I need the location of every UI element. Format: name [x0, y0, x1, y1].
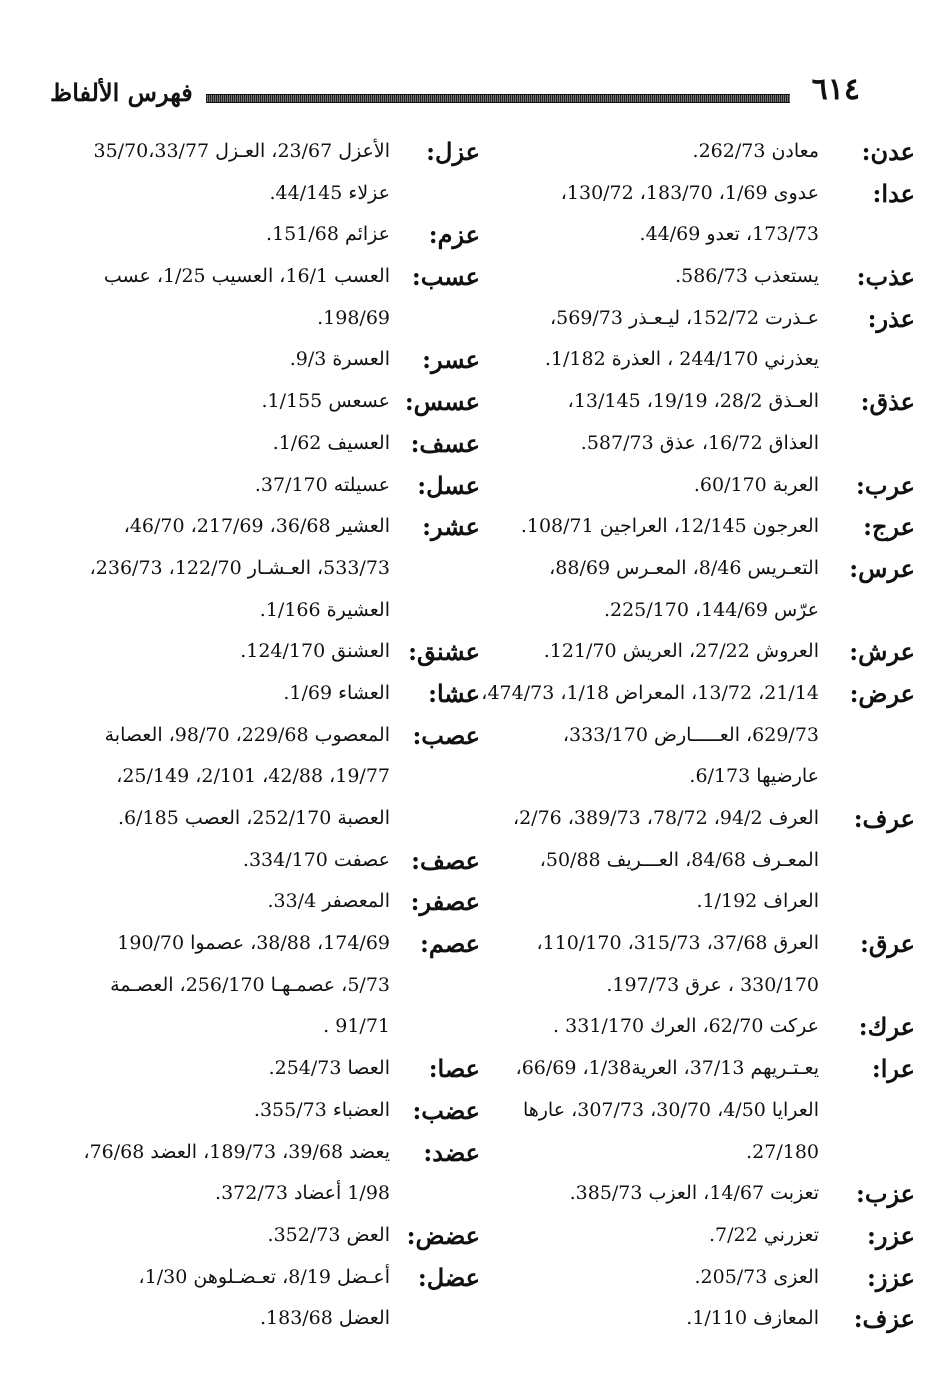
- root-word: عصب:: [412, 720, 480, 750]
- root-word: عسف:: [410, 428, 480, 458]
- entry-text: 1/98 أعضاد 372/73.: [215, 1182, 390, 1205]
- root-word: عضل:: [417, 1262, 480, 1292]
- entry-text: تعزبت 14/67، العزب 385/73.: [569, 1182, 819, 1205]
- entry-text: العشاء 1/69.: [283, 681, 390, 704]
- entry-text: المعصوب 229/68، 98/70، العصابة: [104, 723, 390, 746]
- index-line: [40, 506, 480, 548]
- entry-text: التعـريس 8/46، المعـرس 88/69،: [549, 556, 819, 579]
- root-word: عذر:: [867, 303, 915, 333]
- root-word: عزف:: [853, 1304, 915, 1334]
- left-column: [40, 131, 480, 1340]
- index-line: [40, 923, 480, 965]
- entry-text: تعزرني 7/22.: [709, 1223, 819, 1246]
- index-line: [40, 1006, 480, 1048]
- root-word: عصفر:: [410, 887, 480, 917]
- index-line: [475, 798, 915, 840]
- index-line: [40, 1132, 480, 1174]
- root-word: عشا:: [428, 678, 480, 708]
- index-line: [475, 965, 915, 1007]
- entry-text: عرّس 144/69، 225/170.: [603, 598, 819, 621]
- entry-text: العشنق 124/170.: [240, 640, 390, 663]
- root-word: عرب:: [855, 470, 915, 500]
- root-word: عشر:: [422, 512, 480, 542]
- index-line: [475, 1298, 915, 1340]
- index-line: [40, 1215, 480, 1257]
- root-word: عصا:: [428, 1054, 480, 1084]
- entry-text: العسب 16/1، العسيب 1/25، عسب: [103, 265, 390, 288]
- index-line: [40, 173, 480, 215]
- page-header: [40, 72, 912, 116]
- index-line: [40, 423, 480, 465]
- index-line: [475, 1215, 915, 1257]
- index-line: [40, 756, 480, 798]
- index-line: [475, 631, 915, 673]
- index-line: [40, 965, 480, 1007]
- entry-text: العرجون 12/145، العراجين 108/71.: [520, 515, 819, 538]
- entry-text: المعازف 1/110.: [686, 1307, 819, 1330]
- index-line: [40, 631, 480, 673]
- entry-text: العرق 37/68، 315/73، 110/170،: [536, 932, 819, 955]
- root-word: عصف:: [411, 845, 480, 875]
- root-word: عزم:: [428, 220, 480, 250]
- root-word: عضد:: [423, 1137, 480, 1167]
- root-word: عزل:: [426, 137, 480, 166]
- index-line: [40, 1090, 480, 1132]
- entry-text: العض 352/73.: [267, 1223, 390, 1246]
- entry-text: 330/170 ، عرق 197/73.: [606, 973, 819, 996]
- entry-text: العزى 205/73.: [694, 1265, 819, 1288]
- index-line: [40, 1298, 480, 1340]
- index-line: [475, 131, 915, 173]
- entry-text: العسرة 9/3.: [289, 348, 390, 371]
- index-line: [40, 840, 480, 882]
- index-line: [475, 339, 915, 381]
- index-line: [40, 298, 480, 340]
- index-line: [40, 548, 480, 590]
- entry-text: العرايا 4/50، 30/70، 307/73، عارها: [522, 1098, 819, 1121]
- index-line: [475, 1090, 915, 1132]
- root-word: عسر:: [422, 345, 480, 375]
- entry-text: عارضيها 6/173.: [689, 765, 819, 788]
- entry-text: العشيرة 1/166.: [259, 598, 390, 621]
- root-word: عسب:: [411, 262, 480, 292]
- entry-text: 629/73، العـــــارض 333/170،: [562, 723, 819, 746]
- root-word: عدن:: [861, 137, 915, 166]
- root-word: عرق:: [859, 929, 915, 959]
- index-line: [40, 673, 480, 715]
- entry-text: يعذرني 244/170 ، العذرة 1/182.: [544, 348, 819, 371]
- root-word: عسل:: [417, 470, 480, 500]
- entry-text: العضباء 355/73.: [253, 1098, 390, 1121]
- root-word: عذق:: [860, 387, 915, 417]
- index-line: [475, 756, 915, 798]
- page-number: ٦١٤: [811, 72, 860, 107]
- index-line: [40, 1173, 480, 1215]
- entry-text: عـذرت 152/72، ليـعـذر 569/73،: [550, 306, 819, 329]
- root-word: عذب:: [856, 262, 915, 292]
- index-line: [475, 423, 915, 465]
- root-word: عرض:: [849, 678, 915, 708]
- root-word: عزز:: [866, 1262, 915, 1292]
- root-word: عسس:: [404, 387, 480, 417]
- root-word: عرس:: [849, 553, 915, 583]
- entry-text: العشير 36/68، 217/69، 46/70،: [123, 515, 390, 538]
- index-line: [475, 840, 915, 882]
- index-line: [475, 923, 915, 965]
- entry-text: عزلاء 44/145.: [269, 181, 390, 204]
- index-line: [40, 339, 480, 381]
- entry-text: 21/14، 13/72، المعراض 1/18، 474/73،: [481, 681, 819, 704]
- entry-text: العصا 254/73.: [268, 1057, 390, 1080]
- entry-text: العـذق 28/2، 19/19، 13/145،: [567, 390, 819, 413]
- entry-text: 533/73، العـشـار 122/70، 236/73،: [89, 556, 390, 579]
- entry-text: العراف 1/192.: [696, 890, 819, 913]
- right-column: [475, 131, 915, 1340]
- index-line: [40, 381, 480, 423]
- index-line: [475, 381, 915, 423]
- root-word: عزب:: [855, 1179, 915, 1209]
- index-line: [475, 715, 915, 757]
- index-line: [475, 881, 915, 923]
- entry-text: أعـضل 8/19، تعـضـلوهن 1/30،: [138, 1265, 390, 1288]
- root-word: عضض:: [406, 1220, 480, 1250]
- entry-text: عدوى 1/69، 183/70، 130/72،: [560, 181, 819, 204]
- entry-text: 198/69.: [317, 306, 390, 329]
- entry-text: العروش 27/22، العريش 121/70.: [543, 640, 819, 663]
- entry-text: المعـرف 84/68، العـــريف 50/88،: [539, 848, 819, 871]
- index-line: [475, 1257, 915, 1299]
- entry-text: 27/180.: [746, 1140, 819, 1163]
- index-line: [475, 256, 915, 298]
- index-line: [475, 506, 915, 548]
- entry-text: معادن 262/73.: [692, 140, 819, 162]
- index-line: [40, 715, 480, 757]
- entry-text: العربة 60/170.: [693, 473, 819, 496]
- entry-text: العرف 94/2، 78/72، 389/73، 2/76،: [512, 807, 819, 829]
- index-line: [40, 465, 480, 507]
- entry-text: العضل 183/68.: [259, 1307, 390, 1330]
- index-title: فهرس الألفاظ: [50, 78, 193, 107]
- index-line: [40, 1048, 480, 1090]
- entry-text: عصفت 334/170.: [242, 848, 390, 871]
- root-word: عرش:: [849, 637, 915, 667]
- entry-text: الأعزل 23/67، العـزل 35/70،33/77: [93, 140, 390, 162]
- index-line: [40, 590, 480, 632]
- entry-text: المعصفر 33/4.: [267, 890, 390, 913]
- entry-text: العذاق 16/72، عذق 587/73.: [580, 431, 819, 454]
- root-word: عرف:: [853, 804, 915, 833]
- index-line: [40, 214, 480, 256]
- entry-text: 174/69، 38/88، عصموا 190/70: [117, 932, 390, 955]
- entry-text: يستعذب 586/73.: [675, 265, 819, 288]
- index-line: [475, 173, 915, 215]
- index-line: [475, 1173, 915, 1215]
- root-word: عزر:: [866, 1220, 915, 1250]
- index-line: [475, 673, 915, 715]
- entry-text: يعـتـريهم 37/13، العرية1/38، 66/69،: [515, 1057, 819, 1080]
- root-word: عرك:: [858, 1012, 915, 1042]
- index-line: [475, 1048, 915, 1090]
- entry-text: عسعس 1/155.: [261, 390, 390, 413]
- entry-text: عسيلته 37/170.: [254, 473, 390, 496]
- root-word: عضب:: [412, 1095, 480, 1125]
- entry-text: يعضد 39/68، 189/73، العضد 76/68،: [83, 1140, 390, 1163]
- entry-text: 91/71 .: [323, 1015, 390, 1038]
- index-line: [40, 1257, 480, 1299]
- index-line: [40, 798, 480, 840]
- root-word: عدا:: [872, 178, 915, 208]
- entry-text: العسيف 1/62.: [272, 431, 390, 454]
- index-line: [40, 131, 480, 173]
- index-line: [40, 256, 480, 298]
- entry-text: 173/73، تعدو 44/69.: [639, 223, 819, 246]
- root-word: عشنق:: [408, 637, 480, 667]
- index-line: [475, 590, 915, 632]
- header-rule: [206, 94, 790, 103]
- root-word: عرج:: [863, 512, 915, 542]
- index-line: [475, 214, 915, 256]
- entry-text: عركت 62/70، العرك 331/170 .: [553, 1015, 819, 1038]
- root-word: عصم:: [420, 929, 480, 959]
- entry-text: العصبة 252/170، العصب 6/185.: [117, 807, 390, 829]
- index-line: [475, 1132, 915, 1174]
- entry-text: 5/73، عصمـهـا 256/170، العصـمة: [110, 973, 390, 996]
- entry-text: عزائم 151/68.: [266, 223, 390, 246]
- entry-text: 19/77، 42/88، 2/101، 25/149،: [116, 765, 390, 788]
- index-line: [475, 298, 915, 340]
- index-line: [475, 465, 915, 507]
- index-line: [475, 548, 915, 590]
- index-line: [40, 881, 480, 923]
- index-line: [475, 1006, 915, 1048]
- root-word: عرا:: [871, 1054, 915, 1084]
